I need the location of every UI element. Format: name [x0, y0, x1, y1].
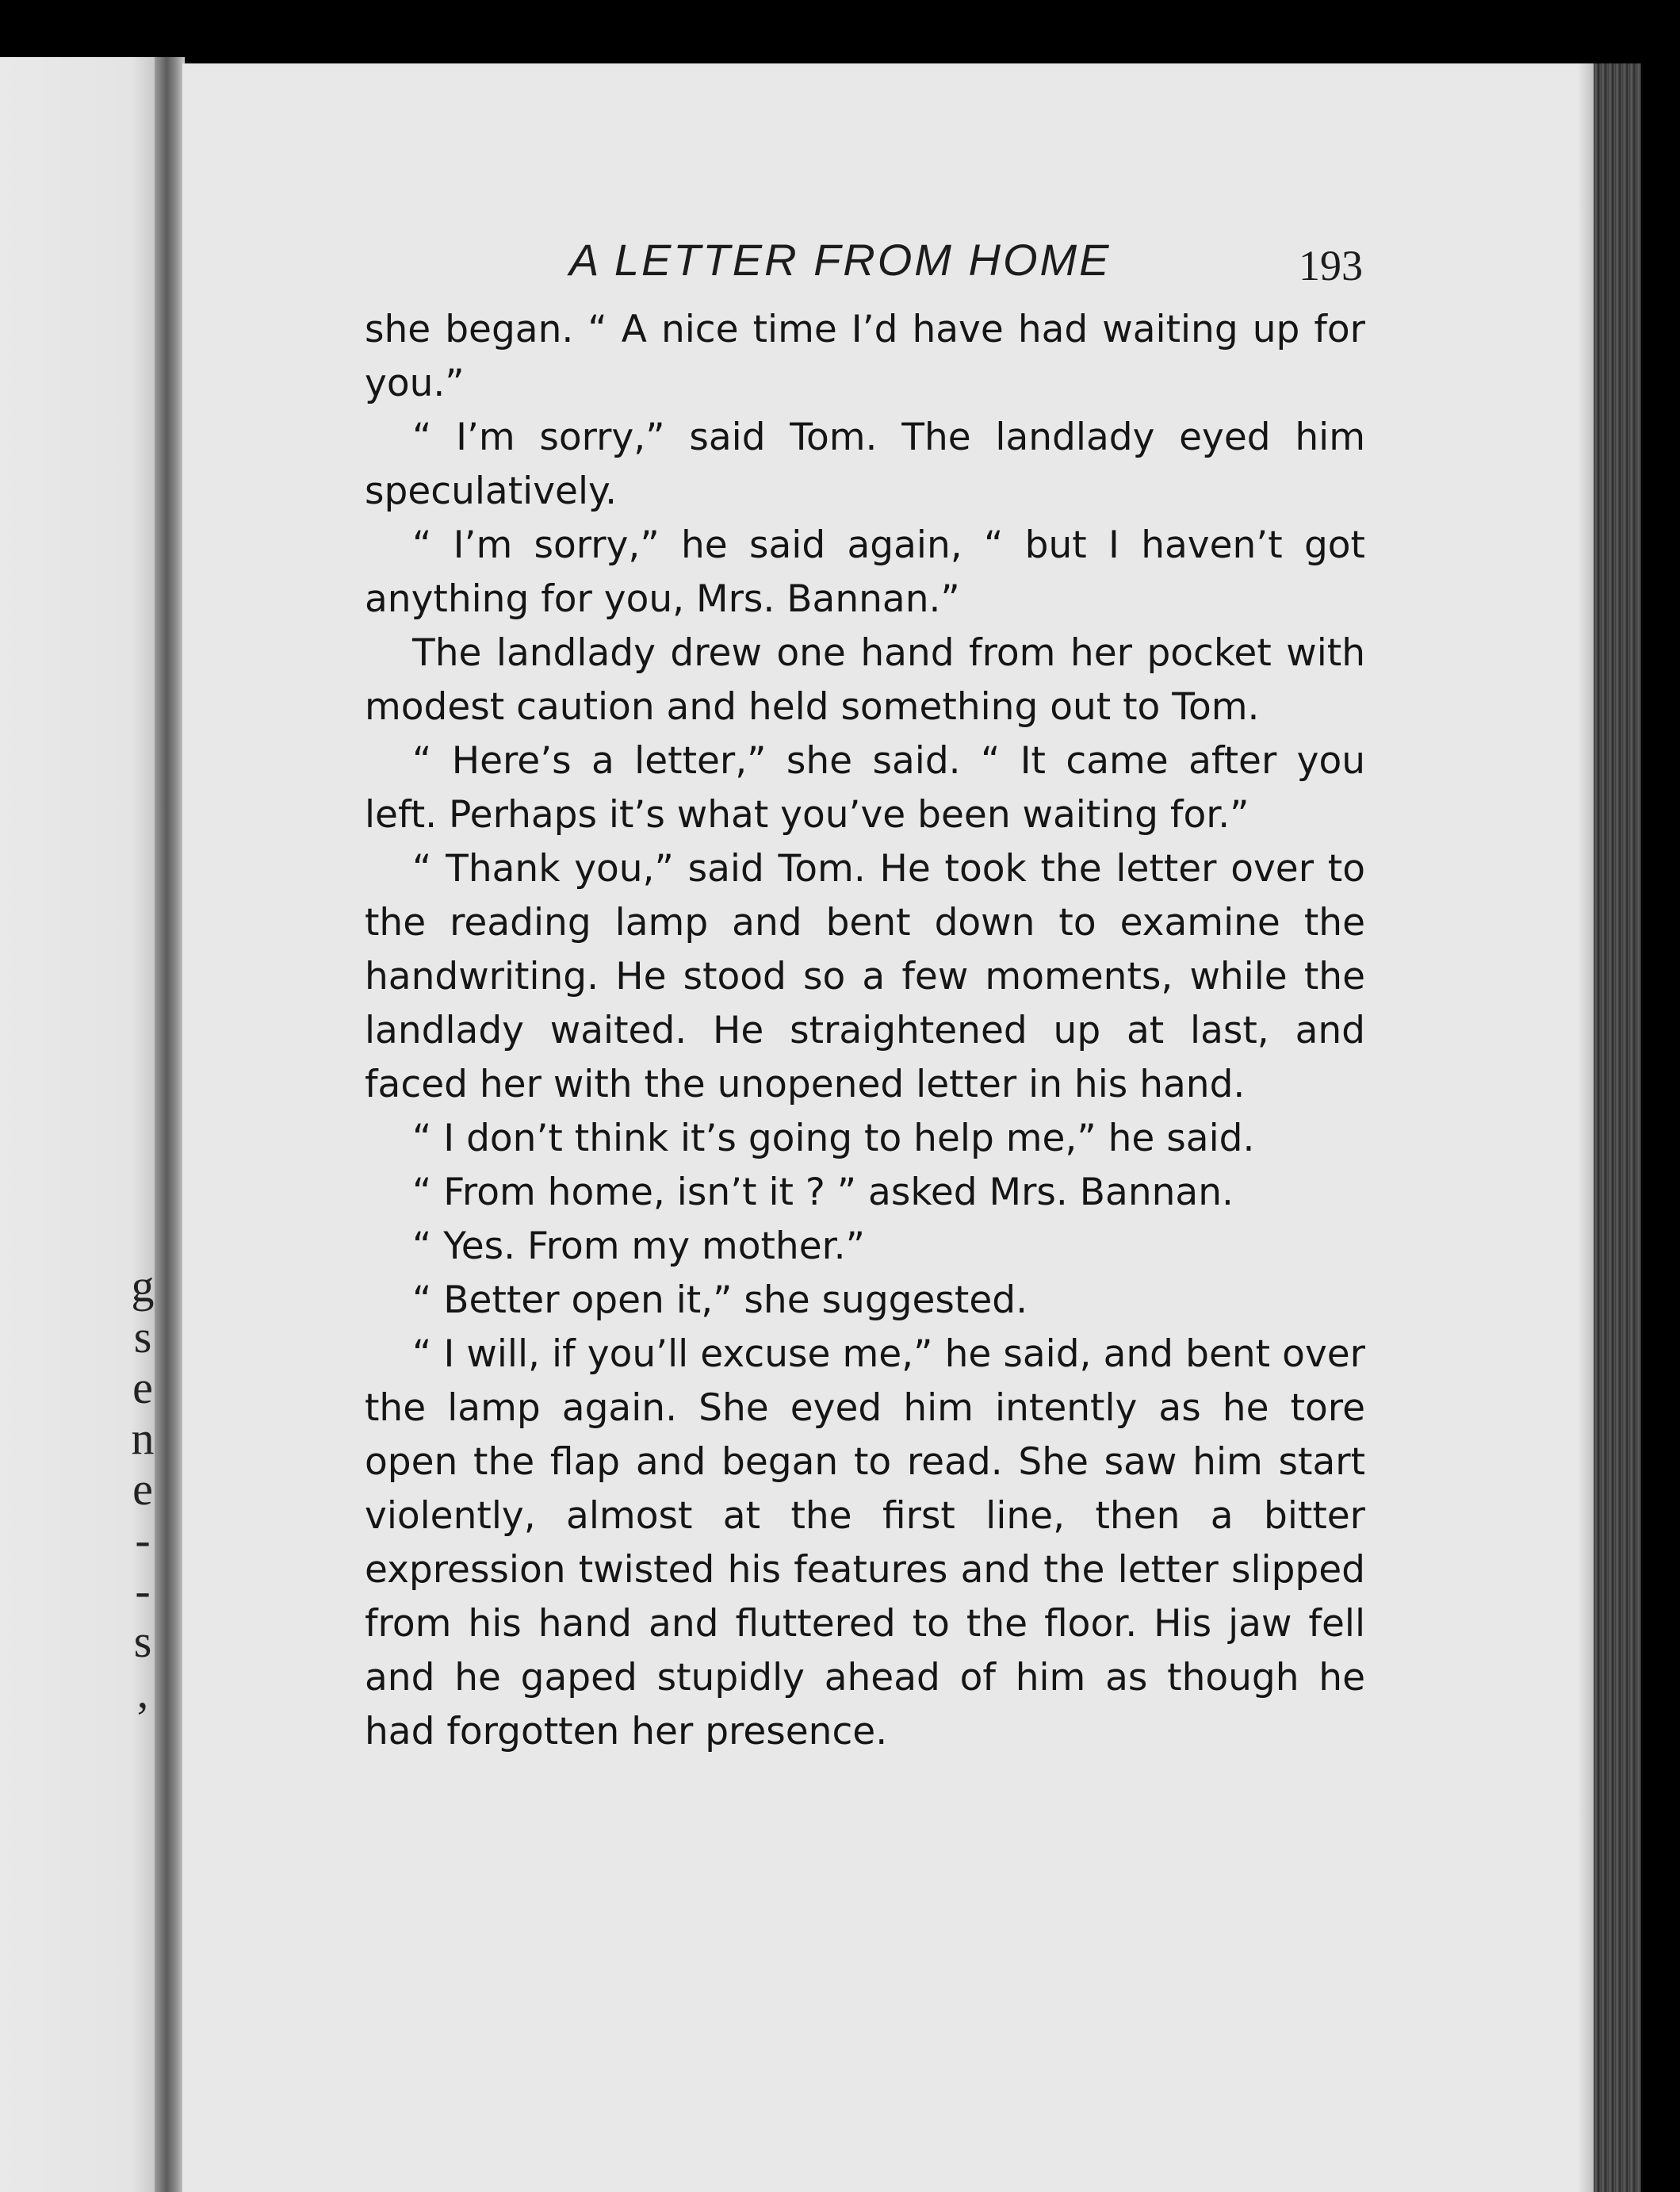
- page-number: 193: [1299, 242, 1363, 289]
- left-fragment: s: [133, 1311, 152, 1362]
- left-page-edge: [0, 57, 165, 2192]
- paragraph: “ I don’t think it’s going to help me,” he said.: [412, 1117, 1255, 1160]
- left-fragment: n: [131, 1412, 155, 1464]
- left-fragment: s: [133, 1615, 152, 1667]
- paragraph: “ Better open it,” she suggested.: [412, 1278, 1028, 1322]
- paragraph: The landlady drew one hand from her pocket with modest caution and held something out to Tom.: [365, 631, 1365, 729]
- paragraph: “ I will, if you’ll excuse me,” he said, and bent over the lamp again. She eyed him intently as he tore open the flap and began to read. She saw him start violently, almost at the first line, then a bitter expression twisted his features and the letter slipped from his hand and fluttered to the floor. His jaw fell and he gaped stupidly ahead of him as though he had forgotten her presence.: [365, 1332, 1365, 1753]
- left-fragment: e: [132, 1463, 153, 1515]
- left-page-fragments: [127, 1261, 159, 1718]
- paragraph: “ I’m sorry,” he said again, “ but I haven’t got anything for you, Mrs. Bannan.”: [365, 523, 1365, 621]
- paragraph: “ Yes. From my mother.”: [412, 1224, 865, 1268]
- book-gutter: [155, 57, 185, 2192]
- page-edge-shadow: [1578, 63, 1595, 2192]
- body-text: [365, 303, 1365, 1759]
- scan-border: [1641, 63, 1680, 2192]
- paragraph: she began. “ A nice time I’d have had waiting up for you.”: [365, 308, 1365, 405]
- left-fragment: g: [131, 1260, 155, 1312]
- running-head: A LETTER FROM HOME: [569, 235, 1112, 285]
- paragraph: “ From home, isn’t it ? ” asked Mrs. Bannan.: [412, 1171, 1234, 1214]
- paragraph: “ Here’s a letter,” she said. “ It came after you left. Perhaps it’s what you’ve been waiting for.”: [365, 739, 1365, 837]
- left-fragment: ,: [136, 1666, 149, 1718]
- left-fragment: -: [135, 1565, 151, 1616]
- page-stack-edge: [1594, 63, 1641, 2192]
- left-fragment: -: [135, 1514, 151, 1565]
- left-fragment: e: [132, 1362, 153, 1413]
- paragraph: “ Thank you,” said Tom. He took the letter over to the reading lamp and bent down to examine the handwriting. He stood so a few moments, while the landlady waited. He straightened up at last, and faced her with the unopened letter in his hand.: [365, 847, 1365, 1106]
- paragraph: “ I’m sorry,” said Tom. The landlady eyed him speculatively.: [365, 416, 1365, 513]
